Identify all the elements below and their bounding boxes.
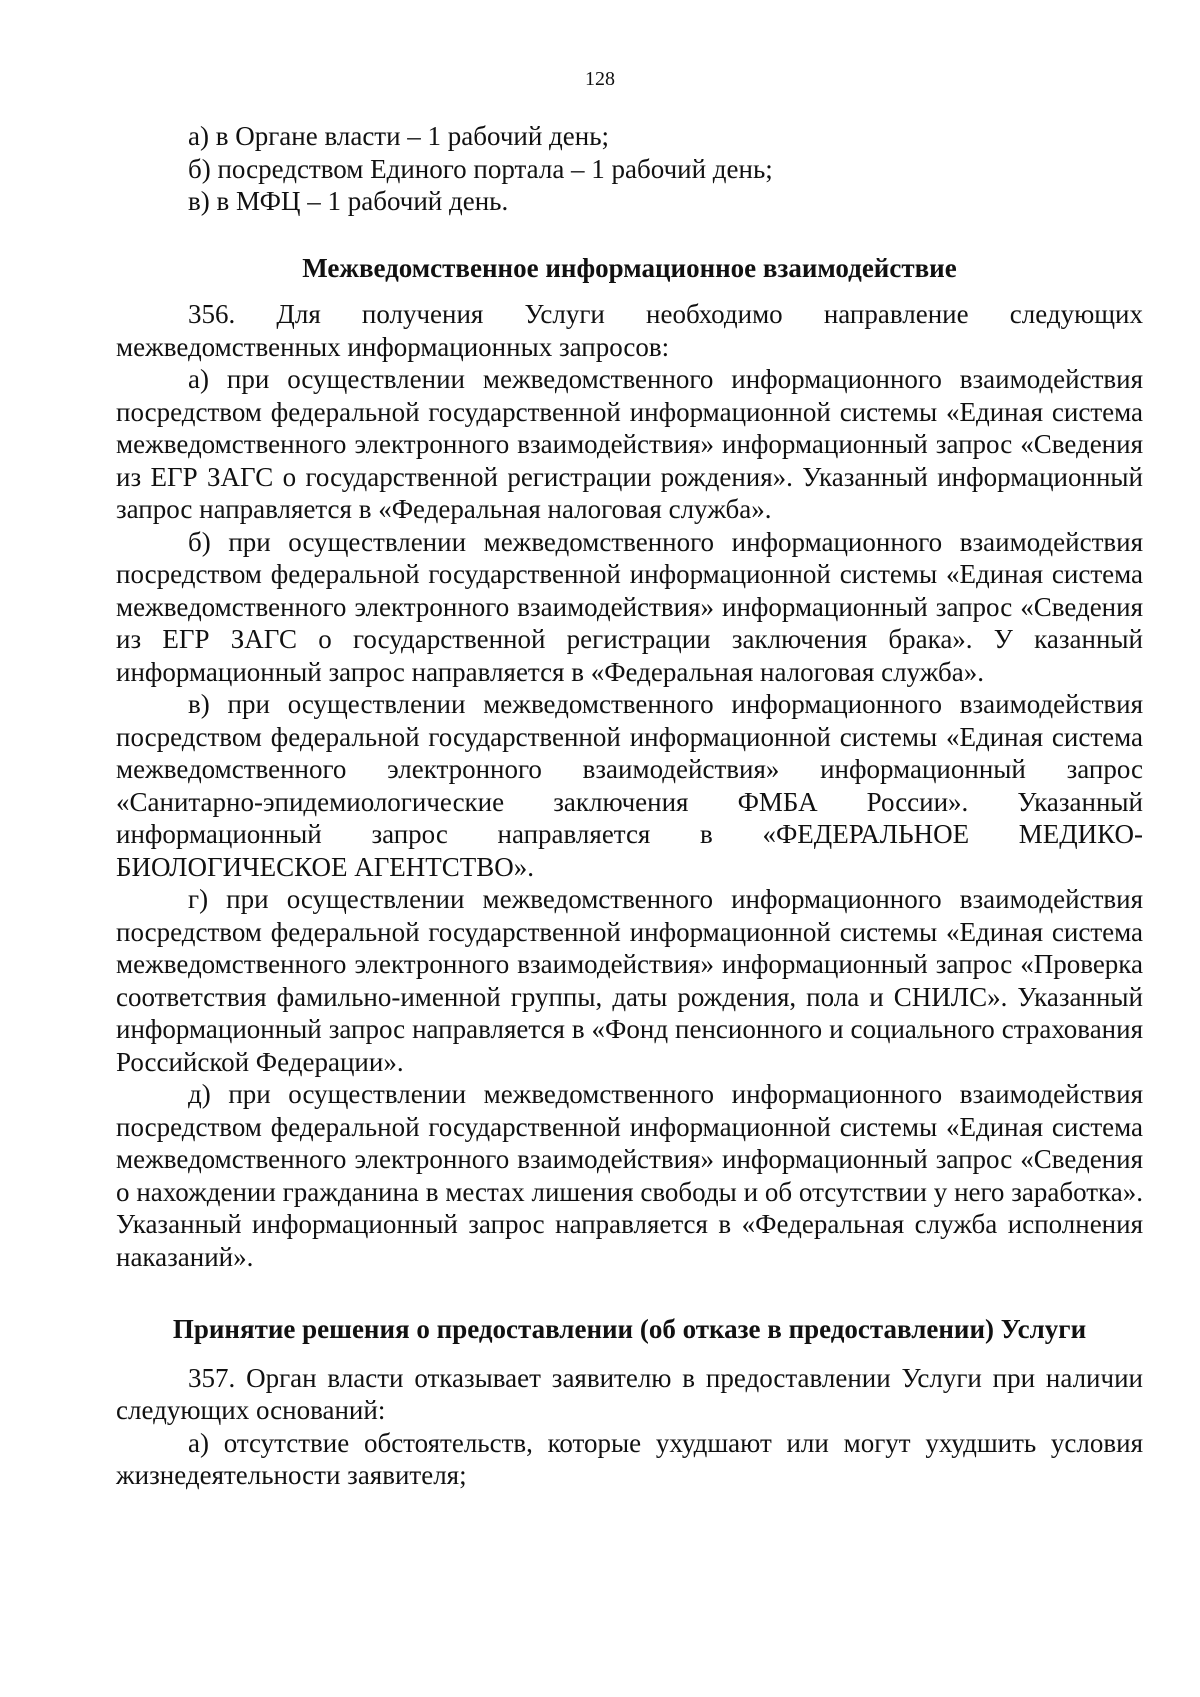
intro-item-a: а) в Органе власти – 1 рабочий день; [188, 121, 610, 151]
paragraph-356: 356. Для получения Услуги необходимо направление следующих межведомственных информационных запросов: [116, 299, 1143, 362]
section-heading-decision: Принятие решения о предоставлении (об отказе в предоставлении) Услуги [172, 1314, 1087, 1344]
list-item-356-b: б) при осуществлении межведомственного информационного взаимодействия посредством федеральной государственной информационной системы «Единая система межведомственного электронного взаимодействия» информационный запрос «Сведения из ЕГР ЗАГС о государственной регистрации заключения брака». У казанный информационный запрос направляется в «Федеральная налоговая служба». [116, 526, 1143, 687]
section-heading-interagency: Межведомственное информационное взаимодействие [302, 252, 957, 283]
paragraph-357: 357. Орган власти отказывает заявителю в предоставлении Услуги при наличии следующих оснований: [116, 1362, 1143, 1425]
list-item-357-a: а) отсутствие обстоятельств, которые ухудшают или могут ухудшить условия жизнедеятельности заявителя; [116, 1427, 1143, 1490]
page-number: 128 [585, 68, 615, 90]
list-item-356-c: в) при осуществлении межведомственного информационного взаимодействия посредством федеральной государственной информационной системы «Единая система межведомственного электронного взаимодействия» информационный запрос «Санитарно-эпидемиологические заключения ФМБА России». Указанный информационный запрос направляется в «ФЕДЕРАЛЬНОЕ МЕДИКО-БИОЛОГИЧЕСКОЕ АГЕНТСТВО». [116, 689, 1143, 882]
list-item-356-e: д) при осуществлении межведомственного информационного взаимодействия посредством федеральной государственной информационной системы «Единая система межведомственного электронного взаимодействия» информационный запрос «Сведения о нахождении гражданина в местах лишения свободы и об отсутствии у него заработка». Указанный информационный запрос направляется в «Федеральная служба исполнения наказаний». [116, 1079, 1143, 1272]
intro-item-c: в) в МФЦ – 1 рабочий день. [188, 186, 509, 216]
list-item-356-a: а) при осуществлении межведомственного информационного взаимодействия посредством федеральной государственной информационной системы «Единая система межведомственного электронного взаимодействия» информационный запрос «Сведения из ЕГР ЗАГС о государственной регистрации рождения». Указанный информационный запрос направляется в «Федеральная налоговая служба». [116, 364, 1143, 524]
list-item-356-d: г) при осуществлении межведомственного информационного взаимодействия посредством федеральной государственной информационной системы «Единая система межведомственного электронного взаимодействия» информационный запрос «Проверка соответствия фамильно-именной группы, даты рождения, пола и СНИЛС». Указанный информационный запрос направляется в «Фонд пенсионного и социального страхования Российской Федерации». [116, 884, 1143, 1077]
document-body [116, 120, 1143, 1492]
intro-item-b: б) посредством Единого портала – 1 рабочий день; [188, 153, 773, 184]
